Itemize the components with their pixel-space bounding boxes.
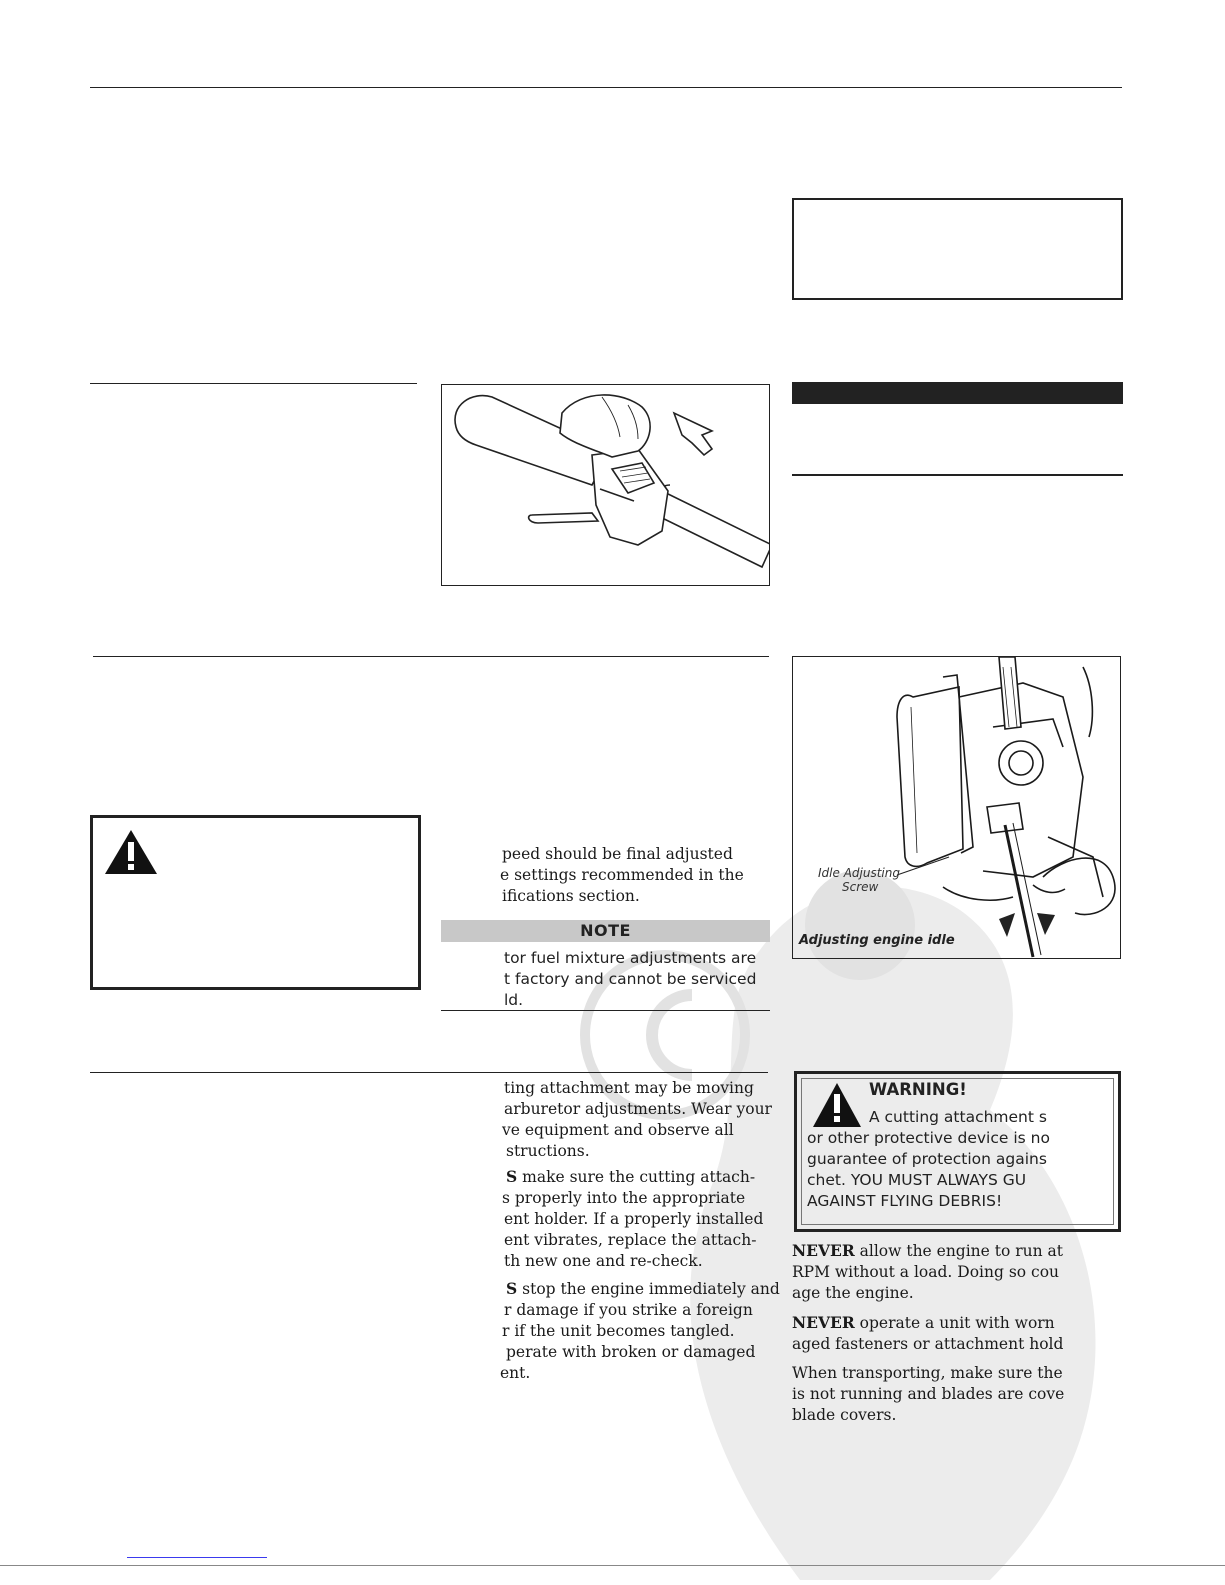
carburetor-illustration [793,657,1120,958]
note-line-3: ld. [504,991,524,1009]
idle-screw-label-1: Idle Adjusting [818,866,900,880]
speed-line-1: peed should be final adjusted [502,845,733,863]
right-2-lead: NEVER [792,1313,855,1332]
footer-rule [0,1565,1225,1566]
note-bottom-rule [441,1010,770,1011]
note-block [441,920,770,1012]
safety-3-line-5: ent. [500,1364,531,1382]
right-1-line-1-text: allow the engine to run at [859,1242,1064,1260]
safety-1-line-2: arburetor adjustments. Wear your [504,1100,772,1118]
warning-line-1: A cutting attachment s [869,1108,1047,1126]
section-rule-right-1 [792,474,1123,476]
warning-title: WARNING! [869,1080,967,1099]
speed-adjust-text [502,844,744,907]
warning-line-2: or other protective device is no [807,1129,1050,1147]
safety-3-line-1 [506,1278,780,1300]
safety-2-line-5: th new one and re-check. [504,1252,703,1270]
note-body [504,948,756,1011]
safety-1-line-3: ve equipment and observe all [502,1121,734,1139]
right-3-line-3: blade covers. [792,1406,897,1424]
right-1-lead: NEVER [792,1241,855,1260]
warning-triangle-icon [103,828,159,876]
safety-paragraph-2 [500,1166,775,1272]
safety-1-line-1: ting attachment may be moving [504,1079,754,1097]
note-line-1: tor fuel mixture adjustments are [504,949,757,967]
figure-idle-adjust [792,656,1121,959]
safety-paragraph-3 [500,1278,780,1384]
speed-line-2: e settings recommended in the [500,866,744,884]
safety-3-lead: S [506,1279,518,1298]
safety-1-line-4: structions. [506,1142,590,1160]
right-1-line-3: age the engine. [792,1284,914,1302]
right-1-line-1 [792,1240,1122,1262]
right-3-line-2: is not running and blades are cove [792,1385,1065,1403]
figure-throttle-trigger [441,384,770,586]
warning-text [807,1107,1050,1212]
right-2-line-2: aged fasteners or attachment hold [792,1335,1064,1353]
section-rule-wide [93,656,769,657]
safety-2-line-1 [506,1166,775,1188]
safety-2-line-4: ent vibrates, replace the attach- [504,1231,757,1249]
safety-3-line-4: perate with broken or damaged [506,1343,756,1361]
idle-screw-label-2: Screw [842,880,879,894]
safety-paragraph-1 [500,1078,775,1162]
right-paragraph-2 [792,1312,1122,1355]
warning-line-3: guarantee of protection agains [807,1150,1047,1168]
left-warning-box [90,815,421,990]
black-heading-bar [792,382,1123,404]
safety-2-line-2: s properly into the appropriate [502,1189,746,1207]
note-line-2: t factory and cannot be serviced [504,970,757,988]
note-title: NOTE [580,921,631,940]
right-paragraph-1 [792,1240,1122,1304]
safety-3-line-1-text: stop the engine immediately and [522,1280,780,1298]
safety-2-line-3: ent holder. If a properly installed [504,1210,764,1228]
warning-line-4: chet. YOU MUST ALWAYS GU [807,1171,1027,1189]
warning-line-5: AGAINST FLYING DEBRIS! [807,1192,1003,1210]
speed-line-3: ifications section. [502,887,640,905]
right-3-line-1: When transporting, make sure the [792,1364,1063,1382]
right-2-line-1 [792,1312,1122,1334]
footer-link-underline[interactable] [127,1557,267,1558]
figure-caption: Adjusting engine idle [799,933,955,948]
section-rule-left-1 [90,383,417,384]
safety-3-line-2: r damage if you strike a foreign [504,1301,753,1319]
header-rule [90,87,1122,88]
right-paragraph-3 [792,1363,1122,1426]
safety-2-lead: S [506,1167,518,1186]
throttle-trigger-illustration [442,385,769,585]
safety-3-line-3: r if the unit becomes tangled. [502,1322,735,1340]
right-paragraphs [792,1240,1122,1426]
right-1-line-2: RPM without a load. Doing so cou [792,1263,1060,1281]
safety-2-line-1-text: make sure the cutting attach- [522,1168,756,1186]
top-right-box [792,198,1123,300]
safety-paragraphs [500,1078,780,1384]
section-rule-left-2 [90,1072,768,1073]
right-2-line-1-text: operate a unit with worn [859,1314,1055,1332]
right-warning-box [794,1071,1121,1232]
